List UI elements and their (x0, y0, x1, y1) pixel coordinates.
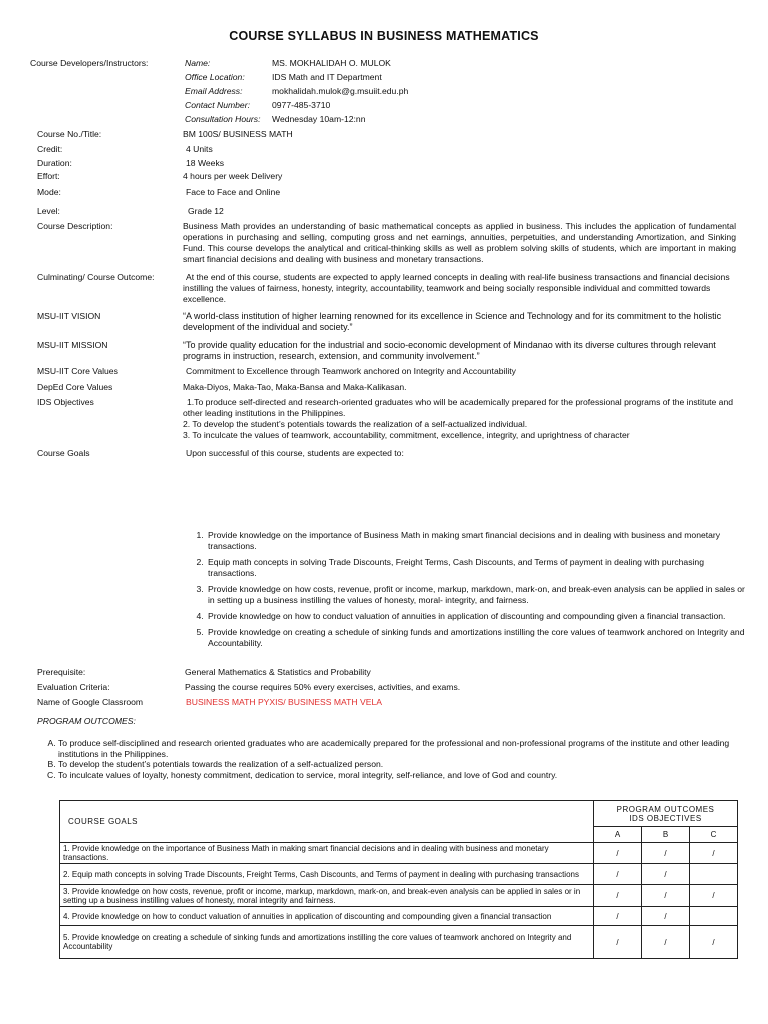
matrix-mark: / (642, 885, 690, 907)
matrix-mark: / (594, 907, 642, 926)
course-outcome: At the end of this course, students are expected to apply learned concepts in dealing with real-life business transactions and financial decisions instilling the values of fairness, honesty, integrity, accountability, teamwork and being socially responsible individual and committed towards excellence. (183, 272, 730, 304)
level-value: Grade 12 (188, 206, 224, 216)
matrix-row (60, 885, 738, 907)
matrix-mark: / (642, 926, 690, 959)
matrix-goal-text: 5. Provide knowledge on creating a schedule of sinking funds and amortizations instilling the core values of teamwork anchored on Integrity and Accountability (60, 926, 594, 959)
goals-outcomes-matrix (59, 800, 738, 959)
row-label: Effort: (37, 171, 60, 181)
email-address: mokhalidah.mulok@g.msuiit.edu.ph (272, 86, 409, 96)
course-goals-list (186, 530, 746, 654)
matrix-mark: / (642, 864, 690, 885)
row-label: Culminating/ Course Outcome: (37, 272, 155, 282)
goal-item: 5. Provide knowledge on creating a schedule of sinking funds and amortizations instilling the core values of teamwork anchored on Integrity and Accountability. (206, 627, 746, 649)
matrix-goal-text: 1. Provide knowledge on the importance of Business Math in making smart financial decisions and in dealing with business and monetary transactions. (60, 843, 594, 864)
evaluation-value: Passing the course requires 50% every exercises, activities, and exams. (185, 682, 461, 692)
consultation-hours: Wednesday 10am-12:nn (272, 114, 366, 124)
program-outcomes-title: PROGRAM OUTCOMES: (37, 716, 136, 726)
developers-label: Course Developers/Instructors: (30, 58, 149, 68)
matrix-mark: / (594, 843, 642, 864)
matrix-goals-header: COURSE GOALS (60, 801, 594, 843)
program-outcome-item: B. To develop the student’s potentials towards the realization of a self-actualized person. (58, 759, 758, 770)
credit-value: 4 Units (186, 144, 213, 154)
row-label: Mode: (37, 187, 61, 197)
row-label: MSU-IIT MISSION (37, 340, 108, 350)
column-c: C (690, 827, 738, 843)
matrix-header-row (60, 801, 738, 827)
row-label: MSU-IIT VISION (37, 311, 101, 321)
field-key: Office Location: (185, 72, 245, 82)
column-a: A (594, 827, 642, 843)
matrix-mark (690, 907, 738, 926)
matrix-goal-text: 2. Equip math concepts in solving Trade Discounts, Freight Terms, Cash Discounts, and Terms of payment in dealing with purchasing transactions (60, 864, 594, 885)
goal-item: 1. Provide knowledge on the importance of Business Math in making smart financial decisions and in dealing with business and monetary transactions. (206, 530, 746, 552)
matrix-mark: / (690, 926, 738, 959)
matrix-mark: / (594, 885, 642, 907)
matrix-row (60, 864, 738, 885)
field-key: Consultation Hours: (185, 114, 261, 124)
office-location: IDS Math and IT Department (272, 72, 382, 82)
program-outcomes-list (40, 738, 758, 780)
matrix-goal-text: 4. Provide knowledge on how to conduct valuation of annuities in application of discounting and compounding given a financial transaction (60, 907, 594, 926)
mode-value: Face to Face and Online (186, 187, 281, 197)
po-header-line-1: PROGRAM OUTCOMES (616, 804, 715, 814)
program-outcome-item: C. To inculcate values of loyalty, honesty commitment, dedication to service, moral integrity, self-reliance, and love of God and country. (58, 770, 758, 781)
matrix-mark: / (690, 885, 738, 907)
prerequisite-value: General Mathematics & Statistics and Probability (185, 667, 371, 677)
field-key: Email Address: (185, 86, 243, 96)
row-label: Course Description: (37, 221, 113, 231)
deped-values: Maka-Diyos, Maka-Tao, Maka-Bansa and Maka-Kalikasan. (183, 382, 407, 392)
row-label: DepEd Core Values (37, 382, 113, 392)
matrix-mark: / (594, 926, 642, 959)
ids-objective-1: 1.To produce self-directed and research-oriented graduates who will be academically prepared for the professional programs of the institute and other leading institutions in the Philippines. (183, 397, 734, 418)
matrix-mark: / (642, 843, 690, 864)
row-label: IDS Objectives (37, 397, 94, 407)
matrix-goal-text: 3. Provide knowledge on how costs, revenue, profit or income, markup, markdown, mark-on, and break-even analysis can be applied in sales or in setting up a business instilling values of honesty, moral integrity and fairness. (60, 885, 594, 907)
row-label: Duration: (37, 158, 72, 168)
po-header-line-2: IDS OBJECTIVES (629, 813, 702, 823)
row-label: MSU-IIT Core Values (37, 366, 118, 376)
matrix-mark: / (642, 907, 690, 926)
ids-objective-3: 3. To inculcate the values of teamwork, accountability, commitment, excellence, integrity, and uprightness of character (183, 430, 630, 440)
classroom-name: BUSINESS MATH PYXIS/ BUSINESS MATH VELA (186, 697, 382, 707)
duration-value: 18 Weeks (186, 158, 225, 168)
matrix-mark: / (594, 864, 642, 885)
matrix-row (60, 907, 738, 926)
column-b: B (642, 827, 690, 843)
goal-item: 2. Equip math concepts in solving Trade Discounts, Freight Terms, Cash Discounts, and Terms of payment in dealing with purchasing transactions. (206, 557, 746, 579)
course-title: BM 100S/ BUSINESS MATH (183, 129, 293, 139)
row-label: Credit: (37, 144, 63, 154)
program-outcome-item: A. To produce self-disciplined and research oriented graduates who are academically prepared for the professional and non-professional programs of the institute and other leading institutions in the Philippines. (58, 738, 758, 759)
ids-objective-2: 2. To develop the student’s potentials towards the realization of a self-actualized individual. (183, 419, 528, 429)
developer-name: MS. MOKHALIDAH O. MULOK (272, 58, 391, 68)
ids-objectives (183, 397, 736, 441)
mission-statement: “To provide quality education for the industrial and socio-economic development of Mindanao with its diverse cultures through relevant programs in instruction, research, extension, and community involvement.” (183, 340, 716, 361)
goal-item: 3. Provide knowledge on how costs, revenue, profit or income, markup, markdown, mark-on, and break-even analysis can be applied in sales or in setting up a business instilling the values of honesty, moral- integrity, and fairness. (206, 584, 746, 606)
contact-number: 0977-485-3710 (272, 100, 331, 110)
matrix-po-header (594, 801, 738, 827)
row-label: Course Goals (37, 448, 90, 458)
row-label: Evaluation Criteria: (37, 682, 110, 692)
vision-statement: “A world-class institution of higher learning renowned for its excellence in Science and Technology and for its commitment to the holistic development of the individual and society.” (183, 311, 722, 332)
matrix-mark: / (690, 843, 738, 864)
core-values: Commitment to Excellence through Teamwork anchored on Integrity and Accountability (186, 366, 516, 376)
row-label: Level: (37, 206, 60, 216)
matrix-row (60, 843, 738, 864)
field-key: Contact Number: (185, 100, 250, 110)
course-description: Business Math provides an understanding of basic mathematical concepts as applied in business. This includes the application of fundamental operations in purchasing and selling, computing gross and net earnings, annuities, perpetuities, and understanding Amortization, and Sinking Fund. This course develops the analytical and critical-thinking skills as well as problem solving skills of students, which are important in making smart financial decisions and dealing with business and monetary transactions. (183, 221, 736, 264)
matrix-mark (690, 864, 738, 885)
row-label: Course No./Title: (37, 129, 102, 139)
matrix-row (60, 926, 738, 959)
row-label: Name of Google Classroom (37, 697, 144, 707)
field-key: Name: (185, 58, 211, 68)
goal-item: 4. Provide knowledge on how to conduct valuation of annuities in application of discounting and compounding given a financial transaction. (206, 611, 746, 622)
document-title: COURSE SYLLABUS IN BUSINESS MATHEMATICS (229, 29, 539, 43)
course-goals-intro: Upon successful of this course, students are expected to: (186, 448, 404, 458)
row-label: Prerequisite: (37, 667, 86, 677)
effort-value: 4 hours per week Delivery (183, 171, 283, 181)
